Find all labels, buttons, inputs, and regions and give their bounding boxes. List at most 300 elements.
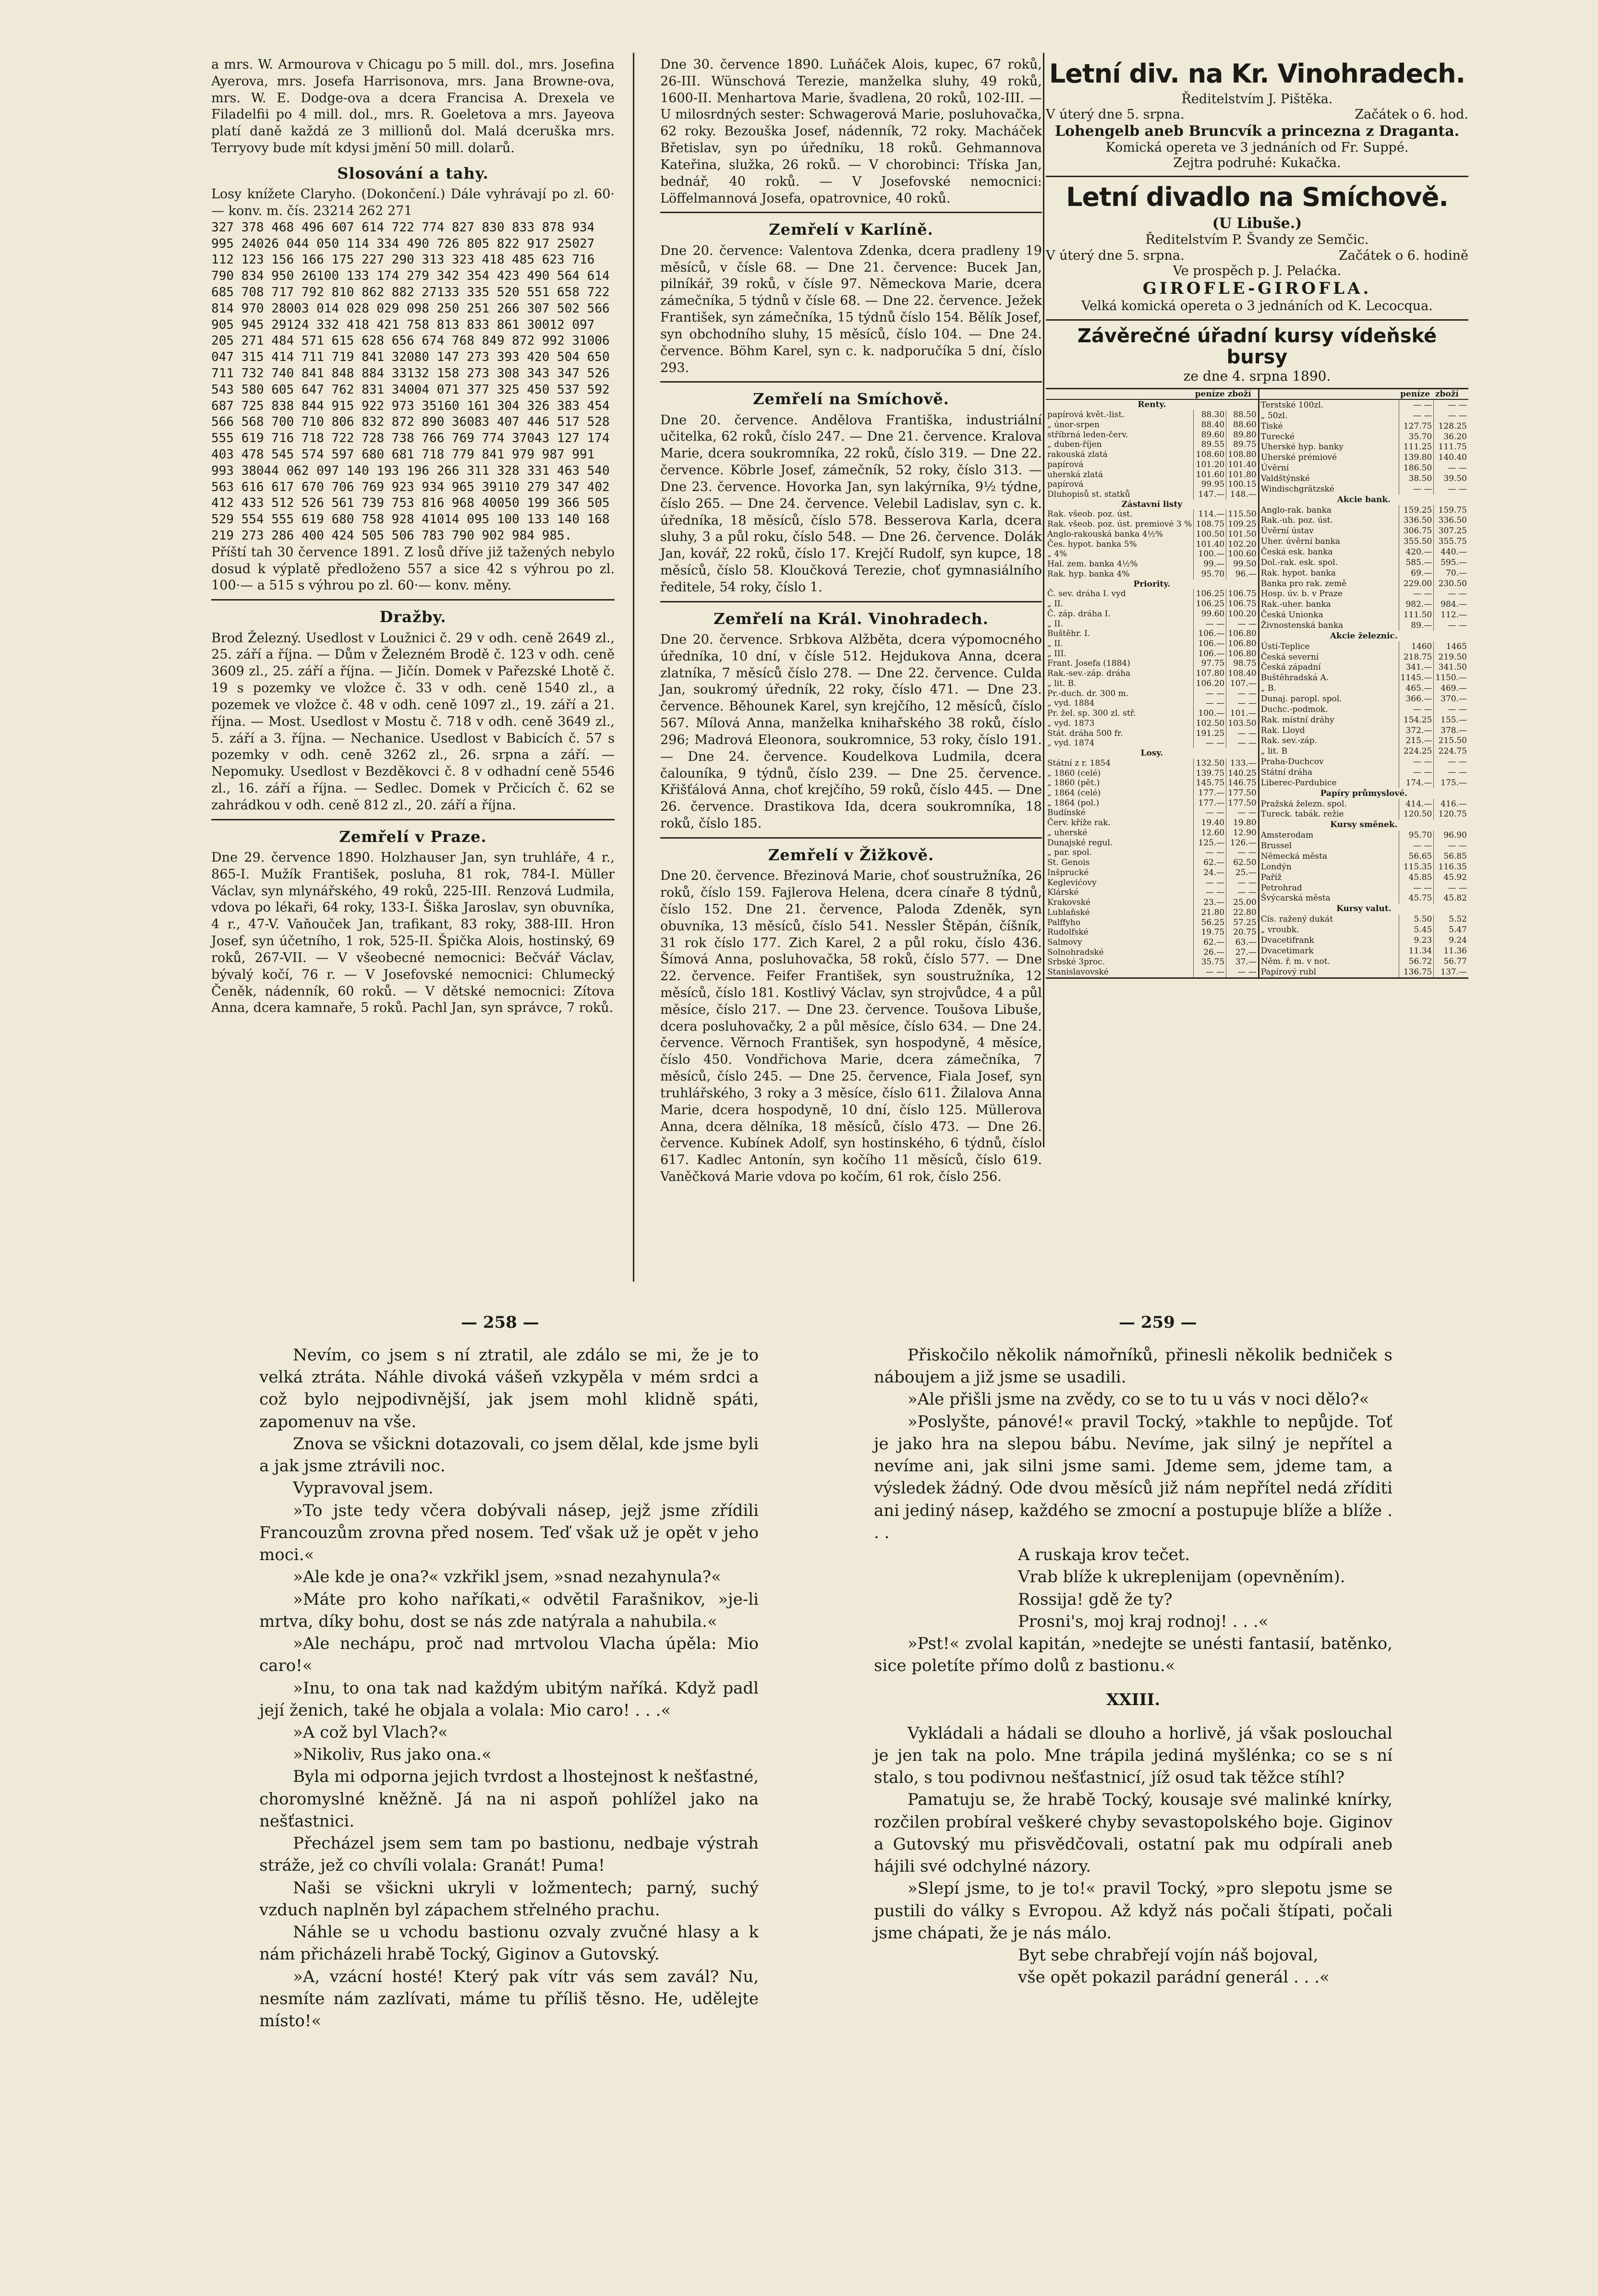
bourse-row xyxy=(1046,938,1258,948)
bourse-money: — — xyxy=(1399,704,1434,715)
bourse-money: 9.23 xyxy=(1399,935,1434,946)
bourse-row xyxy=(1046,878,1258,888)
bourse-money: 139.80 xyxy=(1399,453,1434,463)
bourse-label: „ lit. B xyxy=(1260,746,1287,757)
bourse-title: Závěrečné úřadní kursy vídeňské bursy xyxy=(1077,325,1437,368)
bourse-goods: 106.80 xyxy=(1226,629,1258,639)
bourse-goods: 108.80 xyxy=(1226,450,1258,460)
bourse-row xyxy=(1259,505,1468,516)
deaths-karlin-text: Dne 20. července: Valentova Zdenka, dcera pradleny 19 měsíců, v čísle 68. — Dne 21. července: Bucek Jan, pilníkář, 39 roků, v čísle 97. Německova Marie, dcera zámečníka, 5 týdnů v čísle 68. — Dne 22. července. Ježek František, syn zámečníka, 15 týdnů číslo 154. Bělík Josef, syn obchodního sluhy, 15 měsíců, číslo 104. — Dne 24. července. Böhm Karel, syn c. k. nadporučíka 5 dní, číslo 293. xyxy=(660,243,1042,375)
column-rule xyxy=(1043,53,1044,1147)
bourse-label: Buštěhradská A. xyxy=(1260,673,1329,683)
bourse-label: Stanislavovské xyxy=(1047,967,1109,977)
bourse-goods: 27.— xyxy=(1226,948,1258,958)
bourse-row xyxy=(1046,709,1258,719)
bourse-row xyxy=(1046,529,1258,540)
bourse-goods: 22.80 xyxy=(1226,908,1258,918)
bourse-label: Stát. dráha 500 fr. xyxy=(1047,728,1123,738)
bourse-label: Hal. zem. banka 4½% xyxy=(1047,559,1138,569)
theatre-subtitle: (U Libuše.) xyxy=(1212,215,1302,232)
bourse-money: 35.75 xyxy=(1194,957,1226,967)
bourse-label: „ III. xyxy=(1047,649,1066,659)
bourse-money: 106.25 xyxy=(1194,589,1226,599)
deaths-vinohrady-text: Dne 20. července. Srbkova Alžběta, dcera výpomocného úředníka, 10 dní, v čísle 512. Hejdukova Anna, dcera zlatníka, 7 měsíců číslo 278. — Dne 22. července. Culda Jan, soukromý úředník, 22 roky, číslo 471. — Dne 23. července. Běhounek Karel, syn krejčího, 12 měsíců, číslo 567. Mílová Anna, manželka knihařského 38 roků, číslo 296; Madrová Eleonora, soukromnice, 53 roky, číslo 191. — Dne 24. července. Koudelkova Ludmila, dcera čalouníka, 9 týdnů, číslo 239. — Dne 25. července. Křišťálová Anna, choť krejčího, 59 roků, číslo 445. — Dne 26. července. Drastikova Ida, dcera soukromníka, 18 roků, číslo 185. xyxy=(660,632,1042,831)
bourse-money: 224.25 xyxy=(1399,746,1434,757)
bourse-money: 100.— xyxy=(1194,709,1226,719)
bourse-label: Č. sev. dráha I. vyd xyxy=(1047,589,1126,599)
story-paragraph: »Ale kde je ona?« vzkřikl jsem, »snad nezahynula?« xyxy=(293,1567,721,1587)
bourse-label: „ vroubk. xyxy=(1260,925,1299,935)
bourse-label: Terstské 100zl. xyxy=(1260,400,1324,410)
bourse-money: 127.75 xyxy=(1399,421,1434,432)
bourse-money: 97.75 xyxy=(1194,659,1226,669)
story-paragraph: Nevím, co jsem s ní ztratil, ale zdálo se mi, že je to velká ztráta. Náhle divoká vášeň vzkypěla v mém srdci a což bylo nejpodivnější, jak jsem mohl klidně spáti, zapomenuv na vše. xyxy=(259,1346,759,1431)
bourse-goods: — — xyxy=(1434,399,1468,410)
bourse-money: 19.75 xyxy=(1194,927,1226,938)
bourse-money: 108.60 xyxy=(1194,450,1226,460)
bourse-money: 24.— xyxy=(1194,868,1226,878)
bourse-goods: 101.40 xyxy=(1226,460,1258,470)
bourse-row xyxy=(1259,399,1468,410)
bourse-row xyxy=(1046,948,1258,958)
bourse-row xyxy=(1259,410,1468,421)
story-paragraph: »Inu, to ona tak nad každým ubitým naříká. Když padl její ženich, také he objala a volala: Mio caro! . . .« xyxy=(259,1678,759,1720)
bourse-money: — — xyxy=(1399,589,1434,600)
story-paragraph: »Ale nechápu, proč nad mrtvolou Vlacha úpěla: Mio caro!« xyxy=(259,1634,759,1676)
bourse-row xyxy=(1259,600,1468,610)
lottery-numbers: 327 378 468 496 607 614 722 774 827 830 833 878 934 995 24026 044 050 114 334 490 726 805 822 917 25027 112 123 156 166 175 227 290 313 323 418 485 623 716 790 834 950 26100 133 174 279 342 354 423 490 564 614 685 708 717 792 810 862 882 27133 335 520 551 658 722 814 970 28003 014 028 029 098 250 251 266 307 502 566 905 945 29124 332 418 421 758 813 833 861 30012 097 205 271 484 571 615 628 656 674 768 849 872 992 31006 047 315 414 711 719 841 32080 147 273 393 420 504 650 711 732 740 841 848 884 33132 158 273 308 343 347 526 543 580 605 647 762 831 34004 071 377 325 450 537 592 687 725 838 844 915 922 973 35160 161 304 326 383 454 566 568 700 710 806 832 872 890 36083 407 446 517 528 555 619 716 718 722 728 738 766 769 774 37043 127 174 403 478 545 574 597 680 681 718 779 841 979 987 991 993 38044 062 097 140 193 196 266 311 328 331 463 540 563 616 617 670 706 769 923 934 965 39110 279 347 402 412 433 512 526 561 739 753 816 968 40050 199 366 505 529 554 555 619 680 758 928 41014 095 100 133 140 168 219 273 286 400 424 505 506 783 790 902 984 985. xyxy=(211,220,610,543)
bourse-goods: — — xyxy=(1226,888,1258,898)
bourse-row xyxy=(1259,767,1468,778)
bourse-row xyxy=(1259,893,1468,904)
theatre-time: Začátek o 6. hod. xyxy=(1355,107,1468,122)
bourse-goods: 100.60 xyxy=(1226,549,1258,559)
bourse-row xyxy=(1046,440,1258,450)
bourse-label: Čes. hypot. banka 5% xyxy=(1047,539,1137,549)
bourse-label: Buštěhr. I. xyxy=(1047,629,1090,639)
bourse-goods: 215.50 xyxy=(1434,736,1468,746)
bourse-row xyxy=(1259,484,1468,494)
bourse-label: Valdštýnské xyxy=(1260,473,1310,483)
bourse-goods: 230.50 xyxy=(1434,578,1468,589)
bourse-goods: — — xyxy=(1434,620,1468,631)
bourse-goods: — — xyxy=(1226,619,1258,629)
divider xyxy=(211,599,615,601)
bourse-row xyxy=(1046,798,1258,808)
bourse-label: Rak. všeob. poz. úst. premiové 3 % xyxy=(1047,519,1192,529)
bourse-row xyxy=(1259,956,1468,967)
bourse-goods: — — xyxy=(1434,484,1468,494)
bourse-label: Rak. místní dráhy xyxy=(1260,715,1334,725)
bourse-goods: — — xyxy=(1226,689,1258,699)
divider xyxy=(660,381,1042,383)
bourse-label: Inšprucké xyxy=(1047,867,1089,878)
bourse-money: 102.50 xyxy=(1194,719,1226,729)
bourse-label: Rak. hypot. banka xyxy=(1260,568,1336,578)
bourse-money: 218.75 xyxy=(1399,652,1434,662)
bourse-money: 145.75 xyxy=(1194,778,1226,788)
bourse-goods: 106.80 xyxy=(1226,649,1258,659)
bourse-label: „ únor-srpen xyxy=(1047,420,1100,430)
bourse-money: 26.— xyxy=(1194,948,1226,958)
bourse-goods: 39.50 xyxy=(1434,473,1468,484)
bourse-goods: 99.50 xyxy=(1226,559,1258,569)
bourse-row xyxy=(1259,778,1468,788)
bourse-goods: 62.50 xyxy=(1226,858,1258,868)
verse-line: Vrab blíže k ukreplenijam (opevněním). xyxy=(1018,1567,1345,1587)
bourse-row xyxy=(1259,841,1468,852)
section-heading-praha: Zemřelí v Praze. xyxy=(339,827,487,846)
bourse-section-row xyxy=(1259,788,1468,799)
bourse-label: Uherské hyp. banky xyxy=(1260,442,1344,452)
bourse-goods: 9.24 xyxy=(1434,935,1468,946)
divider xyxy=(211,819,615,820)
bourse-money: 5.50 xyxy=(1399,914,1434,925)
bourse-goods: 36.20 xyxy=(1434,432,1468,442)
bourse-money: 229.00 xyxy=(1399,578,1434,589)
bourse-row xyxy=(1259,526,1468,537)
theatre-director: Ředitelstvím P. Švandy ze Semčic. xyxy=(1145,232,1369,248)
bourse-goods: 112.— xyxy=(1434,610,1468,621)
bourse-row xyxy=(1046,719,1258,729)
bourse-row xyxy=(1259,610,1468,621)
bourse-row xyxy=(1046,540,1258,550)
bourse-label: Brussel xyxy=(1260,841,1292,851)
bourse-goods: — — xyxy=(1434,767,1468,778)
bourse-goods: 148.— xyxy=(1226,490,1258,500)
bourse-money: 585.— xyxy=(1399,557,1434,568)
bourse-goods: 108.40 xyxy=(1226,669,1258,679)
bourse-goods: 146.75 xyxy=(1226,778,1258,788)
bourse-goods: 106.75 xyxy=(1226,589,1258,599)
bourse-label: Praha-Duchcov xyxy=(1260,757,1324,767)
theatre-title: Letní divadlo na Smíchově. xyxy=(1066,182,1448,213)
bourse-money: — — xyxy=(1194,738,1226,748)
bourse-label: Uherské prémiové xyxy=(1260,453,1337,463)
bourse-goods: — — xyxy=(1226,808,1258,818)
bourse-row xyxy=(1046,649,1258,659)
bourse-goods: 116.35 xyxy=(1434,862,1468,872)
bourse-row xyxy=(1259,453,1468,463)
bourse-label: Česká severní xyxy=(1260,652,1319,662)
bourse-row xyxy=(1259,935,1468,946)
bourse-row xyxy=(1046,778,1258,788)
bourse-label: Rak. všeob. poz. úst. xyxy=(1047,509,1133,519)
bourse-money: — — xyxy=(1194,808,1226,818)
chapter-heading: XXIII. xyxy=(1106,1690,1161,1709)
bourse-label: „ B. xyxy=(1260,684,1276,694)
bourse-label: Úvěrní xyxy=(1260,463,1289,473)
bourse-money: 186.50 xyxy=(1399,463,1434,474)
bourse-goods: 106.80 xyxy=(1226,639,1258,649)
theatre-director: Ředitelstvím J. Pištěka. xyxy=(1181,91,1333,107)
bourse-row xyxy=(1046,410,1258,420)
bourse-section-row xyxy=(1259,494,1468,505)
bourse-row xyxy=(1046,957,1258,967)
bourse-section-label: Kursy směnek. xyxy=(1330,820,1398,830)
bourse-money: 107.80 xyxy=(1194,669,1226,679)
bourse-goods: 106.75 xyxy=(1226,599,1258,609)
bourse-section-row xyxy=(1046,748,1258,758)
bourse-goods: 63.— xyxy=(1226,938,1258,948)
bourse-money: 99.95 xyxy=(1194,480,1226,490)
bourse-goods: 595.— xyxy=(1434,557,1468,568)
bourse-money: 56.72 xyxy=(1399,956,1434,967)
bourse-money: — — xyxy=(1399,883,1434,893)
bourse-money: — — xyxy=(1399,410,1434,421)
bourse-money: 420.— xyxy=(1399,547,1434,557)
bourse-money: 136.75 xyxy=(1399,967,1434,977)
bourse-money: — — xyxy=(1194,619,1226,629)
bourse-goods: 56.77 xyxy=(1434,956,1468,967)
bourse-goods: 25.— xyxy=(1226,868,1258,878)
bourse-label: Česká esk. banka xyxy=(1260,547,1333,557)
bourse-label: Londýn xyxy=(1260,862,1292,872)
bourse-row xyxy=(1259,589,1468,600)
bourse-money: — — xyxy=(1194,967,1226,977)
bourse-goods: 440.— xyxy=(1434,547,1468,557)
bourse-goods: 98.75 xyxy=(1226,659,1258,669)
bourse-goods: — — xyxy=(1434,589,1468,600)
deaths-smichov-text: Dne 20. července. Andělova Františka, industriální učitelka, 62 roků, číslo 247. — Dne 21. července. Kralova Marie, dcera soukromníka, 22 roků, číslo 319. — Dne 22. července. Köbrle Josef, zámečník, 52 roky, číslo 313. — Dne 23. července. Hovorka Jan, syn lakýrníka, 9½ týdne, číslo 265. — Dne 24. července. Velebil Ladislav, syn c. k. úředníka, 18 měsíců, číslo 578. Besserova Karla, dcera sluhy, 3 a půl roku, číslo 548. — Dne 26. července. Dolák Jan, kovář, 22 roků, číslo 17. Krejčí Rudolf, syn kupce, 18 měsíců, číslo 58. Kloučková Terezie, choť gymnasiálního ředitele, 54 roky, číslo 1. xyxy=(660,412,1042,595)
bourse-goods: 101.50 xyxy=(1226,529,1258,540)
bourse-goods: 102.20 xyxy=(1226,540,1258,550)
story-paragraph: »Máte pro koho naříkati,« odvětil Farašnikov, »je-li mrtva, díky bohu, dost se nás zde natýrala a nahubila.« xyxy=(259,1589,759,1631)
bourse-row xyxy=(1046,838,1258,848)
bourse-label: „ uherské xyxy=(1047,828,1088,838)
story-paragraph: Přecházel jsem sem tam po bastionu, nedbaje výstrah stráže, jež co chvíli volala: Granát! Puma! xyxy=(259,1834,759,1875)
bourse-money: 89.55 xyxy=(1194,440,1226,450)
story-right xyxy=(874,1344,1392,1989)
bourse-label: Dluhopisů st. statků xyxy=(1047,489,1130,499)
deaths-praha-continued: Dne 30. července 1890. Luňáček Alois, kupec, 67 roků, 26-III. Wünschová Terezie, manželka sluhy, 49 roků, 1600-II. Menhartova Marie, švadlena, 20 roků, 102-III. — U milosrdných sester: Schwagerová Marie, posluhovačka, 62 roky. Bezouška Josef, nádenník, 72 roky. Macháček Břetislav, syn po úředníku, 18 roků. Gehmannova Kateřina, služka, 26 roků. — V chorobinci: Tříska Jan, bednář, 40 roků. — V Josefovské nemocnici: Löffelmannová Josefa, opatrovnice, 40 roků. xyxy=(660,57,1042,206)
bourse-goods: 5.52 xyxy=(1434,914,1468,925)
section-heading-slosovani: Slosování a tahy. xyxy=(337,164,489,182)
bourse-money: — — xyxy=(1399,767,1434,778)
bourse-goods: 70.— xyxy=(1434,568,1468,578)
bourse-label: Rudolfské xyxy=(1047,927,1089,938)
bourse-label: Ústí-Teplice xyxy=(1260,641,1310,651)
bourse-label: Duchc.-podmok. xyxy=(1260,704,1328,714)
bourse-money: 106.— xyxy=(1194,639,1226,649)
bourse-money: 465.— xyxy=(1399,684,1434,694)
bourse-row xyxy=(1046,689,1258,699)
bourse-section-label: Zástavní listy xyxy=(1121,499,1183,509)
divider xyxy=(660,837,1042,839)
story-paragraph: Vykládali a hádali se dlouho a horlivě, já však poslouchal je jen tak na polo. Mne trápila jediná myšlénka; co se s ní stalo, s tou podivnou nešťastnicí, jíž osud tak těžce stíhl? xyxy=(874,1723,1392,1788)
bourse-money: 95.70 xyxy=(1194,569,1226,579)
bourse-goods: 133.— xyxy=(1226,758,1258,769)
bourse-row xyxy=(1259,694,1468,704)
bourse-row xyxy=(1046,460,1258,470)
bourse-label: Paříž xyxy=(1260,872,1282,882)
bourse-goods: 109.25 xyxy=(1226,519,1258,529)
bourse-row xyxy=(1046,549,1258,559)
story-paragraph: Pamatuju se, že hrabě Tocký, kousaje své malinké knírky, rozčilen probíral veškeré chyby sevastopolského boje. Giginov a Gutovský mu přisvědčovali, ostatní pak mu odpírali aneb hájili své odchylné názory. xyxy=(874,1790,1392,1876)
bourse-section-label: Renty. xyxy=(1138,400,1166,410)
bourse-money: — — xyxy=(1194,878,1226,888)
bourse-label: Tiské xyxy=(1260,421,1283,431)
bourse-row xyxy=(1046,519,1258,529)
bourse-row xyxy=(1046,927,1258,938)
bourse-money: 101.20 xyxy=(1194,460,1226,470)
bourse-label: Keglevićovy xyxy=(1047,878,1097,888)
bourse-label: uherská zlatá xyxy=(1047,469,1103,480)
bourse-row xyxy=(1046,848,1258,858)
bourse-table-right: peníze zboží Terstské 100zl. — — — — „ 50zl. — — — — Tiské 127.75 128.25 Turecké 35.70 36.20 Uherské hyp. banky 111.25 111.75 Uherské prémiové 139.80 140.40 Úvěrní 186.50 — — Valdštýnské 38.50 39.50 Windischgrätzské — — — — Akcie bank. Anglo-rak. banka 159.25 159.75 Rak.-uh. poz. úst. 336.50 336.50 Úvěrní ústav 306.75 307.25 Uher. úvěrní banka 355.50 355.75 Česká esk. banka 420.— 440.— Dol.-rak. esk. spol. 585.— 595.— Rak. hypot. banka 69.— 70.— Banka pro rak. země 229.00 230.50 Hosp. úv. b. v Praze — — — — Rak.-uher. banka 982.— 984.— Česká Unionka 111.50 112.— Živnostenská banka 89.— — — Akcie železnic. Ústí-Teplice 1460 1465 Česká severní 218.75 219.50 Česká západní 341.— 341.50 Buštěhradská A. 1145.— 1150.— „ B. 465.— 469.— Dunaj. paropl. spol. 366.— 370.— Duchc.-podmok. — — — — Rak. místní dráhy 154.25 155.— Rak. Lloyd 372.— 378.— Rak. sev.-záp. 215.— 215.50 „ lit. B 224.25 224.75 Praha-Duchcov — — — — Státní dráha — — — — Liberec-Pardubice 174.— 175.— Papíry průmyslové. Pražská železn. spol. 414.— 416.— Tureck. tabák. režie 120.50 120.75 Kursy směnek. Amsterodam 95.70 96.90 Brussel — — — — Německá města 56.65 56.85 Londýn 115.35 116.35 Paříž 45.85 45.92 Petrohrad — — — — Švýcarská města 45.75 45.82 Kursy valut. Cís. ražený dukát 5.50 5.52 „ vroubk. 5.45 5.47 Dvacetifrank 9.23 9.24 Dvacetimark 11.34 11.36 Něm. ř. m. v not. 56.72 56.77 Papírový rubl 136.75 137.— xyxy=(1258,389,1468,977)
bourse-money: 132.50 xyxy=(1194,758,1226,769)
bourse-label: Pražská železn. spol. xyxy=(1260,799,1347,809)
bourse-row xyxy=(1046,738,1258,748)
bourse-section-label: Priority. xyxy=(1133,579,1171,589)
bourse-label: Rak. Lloyd xyxy=(1260,725,1305,735)
bourse-row xyxy=(1259,652,1468,662)
bourse-label: Dunajské regul. xyxy=(1047,838,1113,848)
bourse-goods: 159.75 xyxy=(1434,505,1468,516)
bourse-label: Banka pro rak. země xyxy=(1260,578,1347,589)
theatre-time: Začátek o 6. hodině xyxy=(1339,248,1468,263)
bourse-label: „ lit. B. xyxy=(1047,678,1077,688)
bourse-goods: 25.00 xyxy=(1226,898,1258,908)
bourse-goods: 56.85 xyxy=(1434,851,1468,862)
bourse-row xyxy=(1259,578,1468,589)
bourse-money: — — xyxy=(1399,399,1434,410)
bourse-row xyxy=(1046,898,1258,908)
bourse-goods: 12.90 xyxy=(1226,828,1258,838)
bourse-money: 306.75 xyxy=(1399,526,1434,537)
bourse-row xyxy=(1046,818,1258,828)
bourse-row xyxy=(1046,430,1258,440)
bourse-row xyxy=(1259,662,1468,673)
bourse-row xyxy=(1259,537,1468,547)
auctions-text: Brod Železný. Usedlost v Loužnici č. 29 v odh. ceně 2649 zl., 25. září a října. — Dům v Železném Brodě č. 123 v odh. ceně 3609 zl., 25. září a října. — Jičín. Domek v Pařezské Lhotě č. 19 s pozemky ve vložce č. 33 v odh. ceně 1540 zl., a pozemek ve vložce č. 48 v odh. ceně 1097 zl., 19. září a 21. října. — Most. Usedlost v Mostu č. 718 v odh. ceně 3649 zl., 5. září a 3. října. — Nechanice. Usedlost v Babicích č. 57 s pozemky v odh. ceně 3262 zl., 26. srpna a září. — Nepomuky. Usedlost v Bezděkovci č. 8 v odhadní ceně 5546 zl., 16. září a října. — Sedlec. Domek v Prčicích č. 62 se zahrádkou v odh. ceně 812 zl., 20. září a října. xyxy=(211,630,615,813)
bourse-row xyxy=(1046,569,1258,579)
bourse-label: Windischgrätzské xyxy=(1260,484,1334,494)
bourse-goods: 219.50 xyxy=(1434,652,1468,662)
bourse-row xyxy=(1046,470,1258,480)
bourse-money: — — xyxy=(1194,888,1226,898)
section-heading-smichov: Zemřelí na Smíchově. xyxy=(753,390,949,409)
bourse-label: Klárské xyxy=(1047,888,1079,898)
bourse-money: 88.40 xyxy=(1194,420,1226,430)
bourse-label: Rak.-sev.-záp. dráha xyxy=(1047,669,1131,679)
bourse-money: 366.— xyxy=(1399,694,1434,704)
bourse-money: 21.80 xyxy=(1194,908,1226,918)
bourse-money: 69.— xyxy=(1399,568,1434,578)
bourse-label: Úvěrní ústav xyxy=(1260,526,1314,536)
bourse-label: Krakovské xyxy=(1047,898,1091,908)
bourse-goods: 370.— xyxy=(1434,694,1468,704)
bourse-goods: — — xyxy=(1226,738,1258,748)
bourse-row xyxy=(1046,808,1258,818)
theatre-smichov xyxy=(1046,182,1468,314)
section-heading-vinohrady: Zemřelí na Král. Vinohradech. xyxy=(714,609,989,628)
bourse-row xyxy=(1046,450,1258,460)
bourse-goods: 111.75 xyxy=(1434,442,1468,453)
bourse-row xyxy=(1259,862,1468,872)
bourse-row xyxy=(1046,788,1258,798)
bourse-goods: 96.90 xyxy=(1434,830,1468,841)
bourse-goods: 107.— xyxy=(1226,679,1258,689)
bourse-goods: 19.80 xyxy=(1226,818,1258,828)
bourse-row xyxy=(1259,736,1468,746)
bourse-row xyxy=(1046,659,1258,669)
bourse-goods: 307.25 xyxy=(1434,526,1468,537)
bourse-label: „ II. xyxy=(1047,599,1064,609)
bourse-money: 414.— xyxy=(1399,799,1434,809)
bourse-goods: 115.50 xyxy=(1226,509,1258,519)
bourse-goods: — — xyxy=(1226,729,1258,739)
bourse-label: „ vyd. 1874 xyxy=(1047,738,1095,748)
bourse-label: Dvacetifrank xyxy=(1260,935,1314,945)
bourse-money: 23.— xyxy=(1194,898,1226,908)
bourse-money: 372.— xyxy=(1399,725,1434,736)
bourse-goods: 103.50 xyxy=(1226,719,1258,729)
bourse-money: 177.— xyxy=(1194,788,1226,798)
bourse-label: Anglo-rak. banka xyxy=(1260,505,1332,515)
bourse-label: Švýcarská města xyxy=(1260,893,1331,903)
bourse-money: — — xyxy=(1194,848,1226,858)
bourse-label: Uher. úvěrní banka xyxy=(1260,537,1341,547)
bourse-row xyxy=(1259,925,1468,935)
bourse-row xyxy=(1046,599,1258,609)
bourse-label: Papírový rubl xyxy=(1260,967,1317,977)
bourse-money: 111.25 xyxy=(1399,442,1434,453)
bourse-goods: 88.50 xyxy=(1226,410,1258,420)
bourse-label: Státní z r. 1854 xyxy=(1047,758,1111,768)
bourse-row xyxy=(1046,758,1258,769)
bourse-label: Dunaj. paropl. spol. xyxy=(1260,694,1342,704)
bourse-row xyxy=(1259,463,1468,474)
column-rule xyxy=(633,53,634,1282)
bourse-money: 139.75 xyxy=(1194,769,1226,779)
bourse-goods: 140.25 xyxy=(1226,769,1258,779)
bourse-goods: 469.— xyxy=(1434,684,1468,694)
bourse-row xyxy=(1259,883,1468,893)
bourse-goods: — — xyxy=(1434,704,1468,715)
bourse-label: „ 1860 (pět.) xyxy=(1047,778,1100,788)
bourse-money: — — xyxy=(1399,757,1434,768)
bourse-label: papírová xyxy=(1047,459,1084,469)
bourse-row xyxy=(1259,641,1468,652)
bourse-goods: — — xyxy=(1434,841,1468,852)
bourse-label: Dvacetimark xyxy=(1260,946,1314,956)
bourse-goods: — — xyxy=(1434,757,1468,768)
bourse-label: „ II. xyxy=(1047,619,1064,629)
bourse-money: 100.— xyxy=(1194,549,1226,559)
bourse-row xyxy=(1046,679,1258,689)
bourse-money: — — xyxy=(1399,484,1434,494)
bourse-row xyxy=(1259,914,1468,925)
bourse-row xyxy=(1259,746,1468,757)
bourse-money: 115.35 xyxy=(1399,862,1434,872)
bourse-money: 38.50 xyxy=(1399,473,1434,484)
bourse-goods: 175.— xyxy=(1434,778,1468,788)
bourse-money: 159.25 xyxy=(1399,505,1434,516)
bourse-label: St. Genois xyxy=(1047,858,1090,868)
bourse-goods: 140.40 xyxy=(1434,453,1468,463)
bourse-row xyxy=(1259,421,1468,432)
bourse-label: Turecké xyxy=(1260,432,1295,442)
bourse-label: Srbské 3proc. xyxy=(1047,957,1105,967)
verse-line: Byt sebe chrabřejí vojín náš bojoval, xyxy=(1018,1946,1319,1965)
bourse-goods: 45.92 xyxy=(1434,872,1468,883)
bourse-row xyxy=(1046,509,1258,519)
bourse-money: 19.40 xyxy=(1194,818,1226,828)
bourse-money: — — xyxy=(1399,841,1434,852)
story-paragraph: Naši se všickni ukryli v ložmentech; parný, suchý vzduch naplněn byl zápachem střelného prachu. xyxy=(259,1878,759,1920)
bourse-money: — — xyxy=(1194,689,1226,699)
